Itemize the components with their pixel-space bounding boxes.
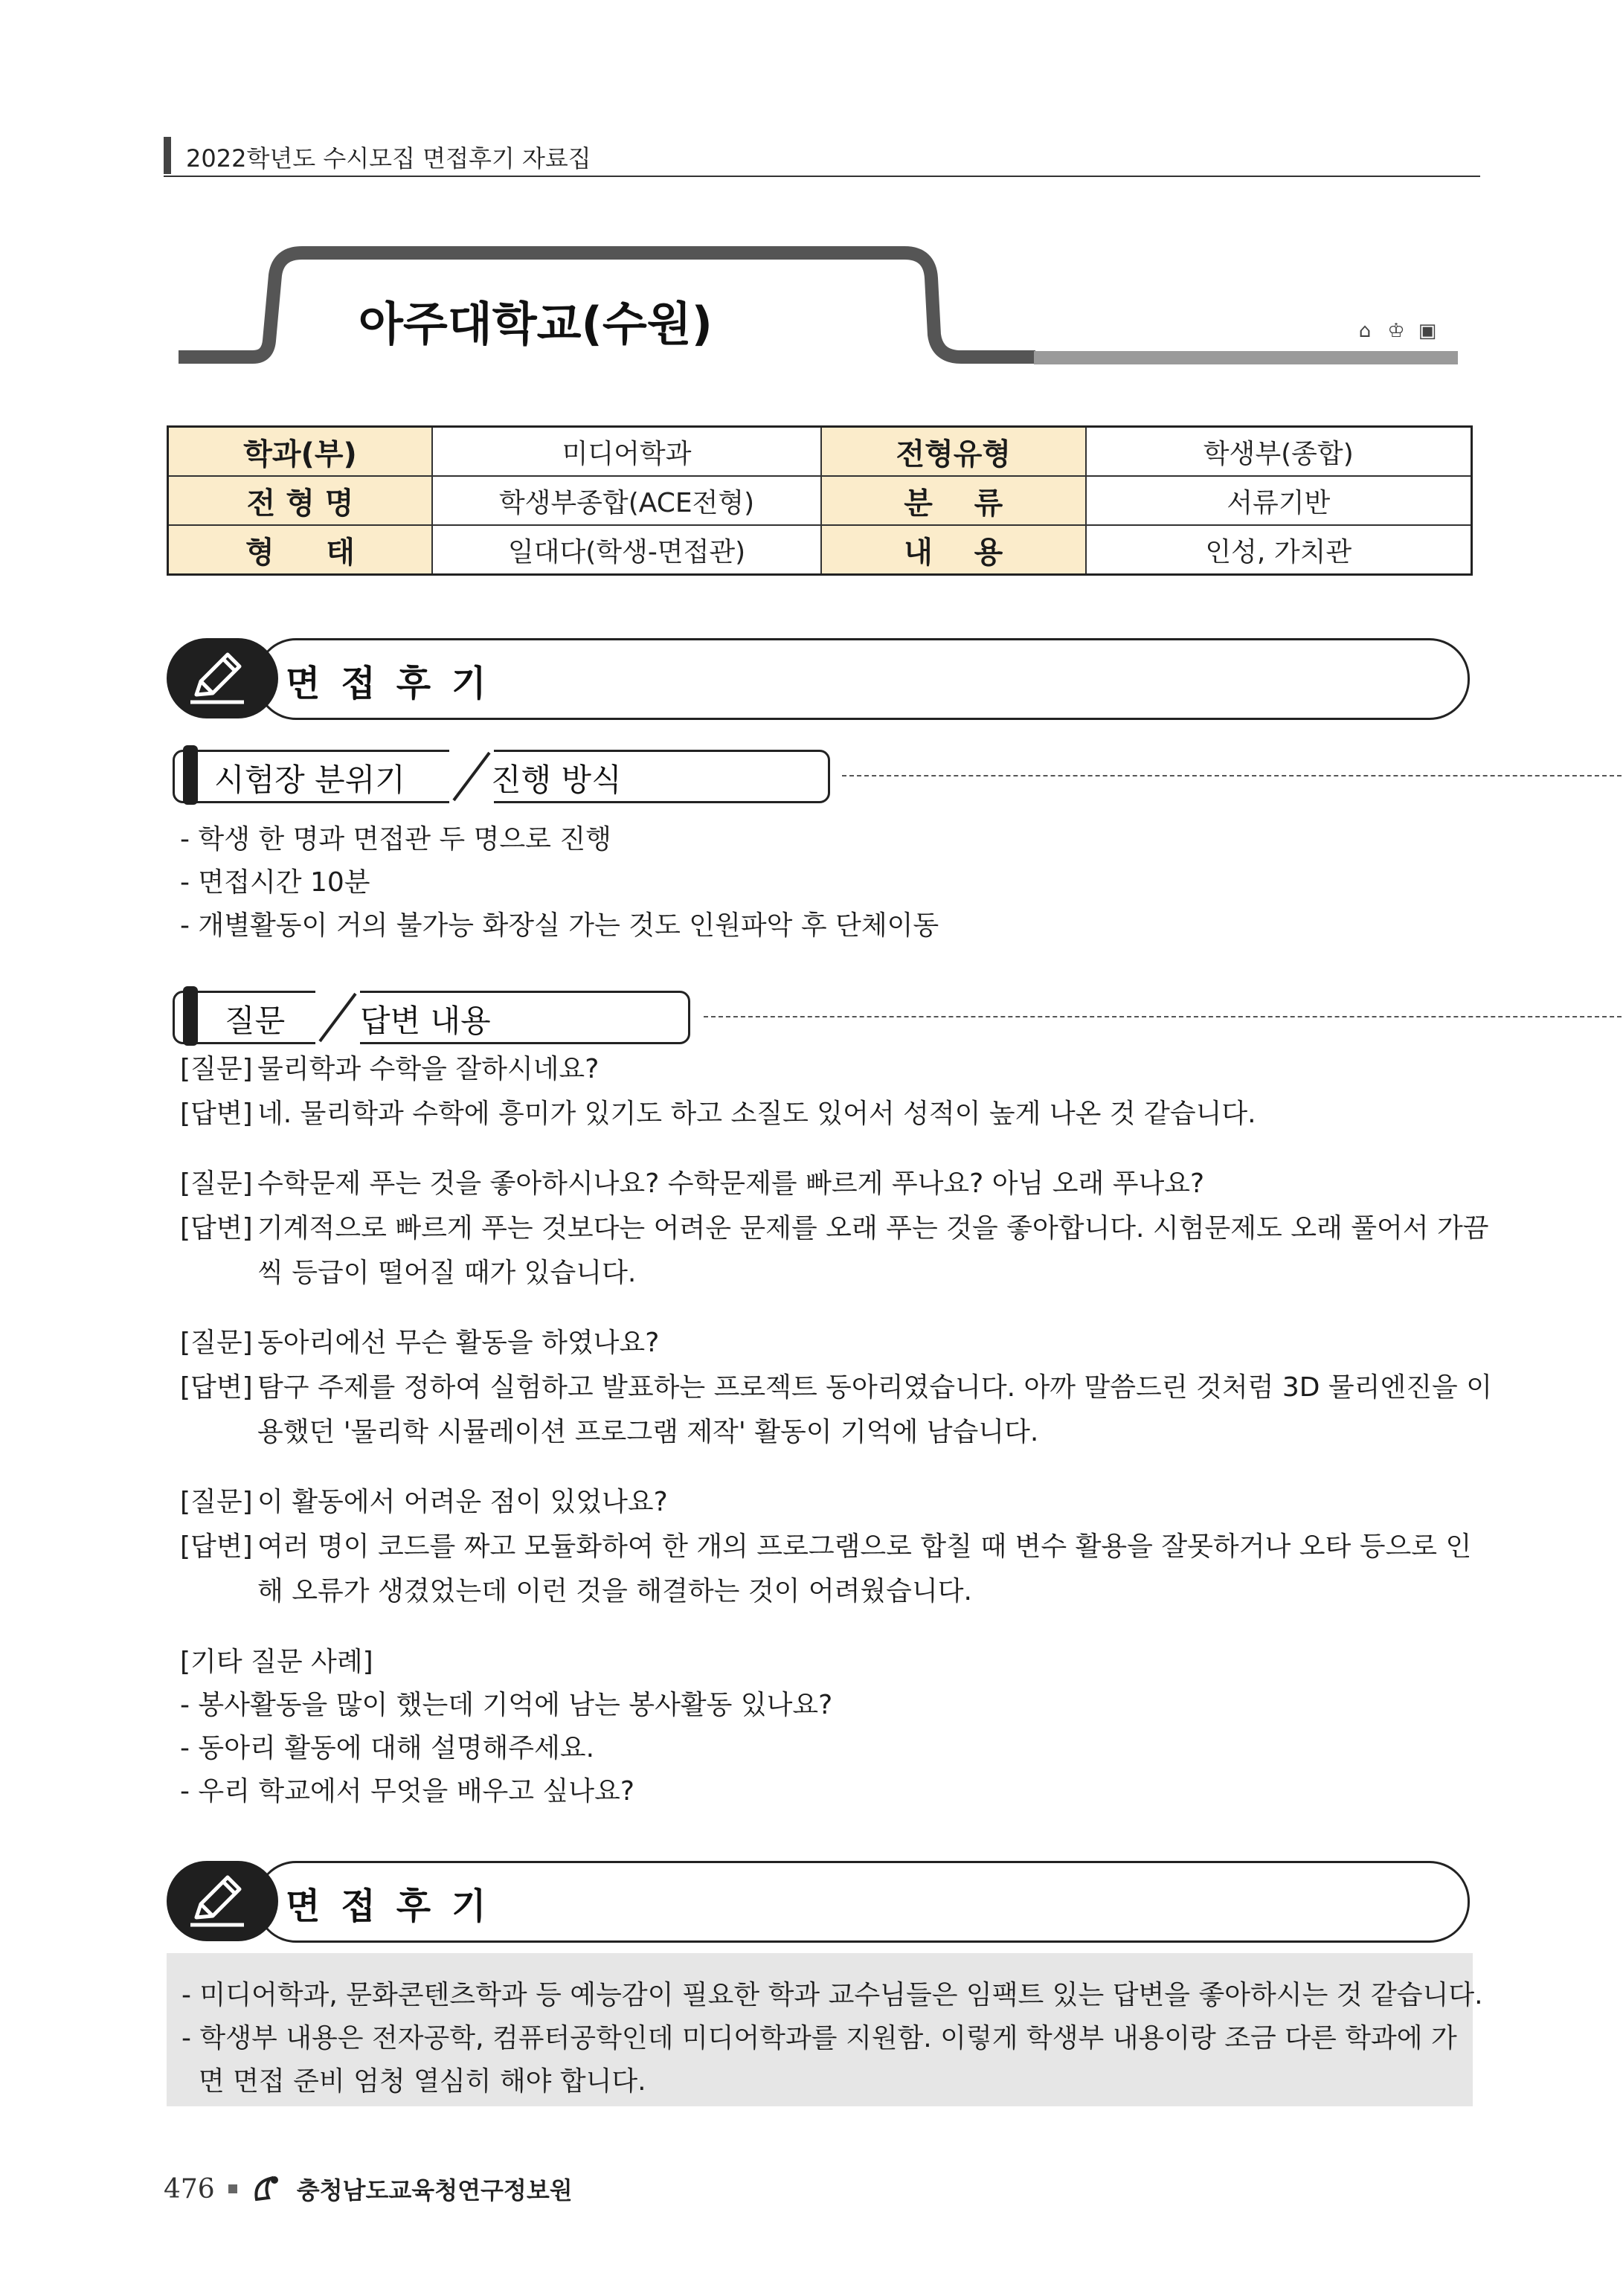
answer-text-continued: 용했던 '물리학 시뮬레이션 프로그램 제작' 활동이 기억에 남습니다. (257, 1417, 1039, 1447)
question-tag: [질문] (180, 1487, 253, 1517)
running-title: 2022학년도 수시모집 면접후기 자료집 (186, 144, 591, 173)
question-tag: [질문] (180, 1168, 253, 1199)
answer-tag: [답변] (180, 1213, 253, 1244)
pencil-icon (186, 1871, 248, 1931)
document-icon: ▣ (1418, 320, 1437, 342)
table-value: 학생부(종합) (1086, 427, 1472, 477)
tab-grip (183, 986, 198, 1046)
school-icon: ⌂ (1358, 320, 1372, 342)
subsection-title: 질문 (225, 1003, 286, 1039)
tab-slash (315, 989, 360, 1046)
page-title: 아주대학교(수원) (359, 297, 713, 351)
list-item: - 우리 학교에서 무엇을 배우고 싶나요? (180, 1776, 634, 1807)
dashed-rule (704, 1016, 1622, 1017)
answer-text: 탐구 주제를 정하여 실험하고 발표하는 프로젝트 동아리였습니다. 아까 말씀드린 것처럼 3D 물리엔진을 이 (257, 1372, 1492, 1403)
review-line: - 학생부 내용은 전자공학, 컴퓨터공학인데 미디어학과를 지원함. 이렇게 학생부 내용이랑 조금 다른 학과에 가 (181, 2023, 1457, 2054)
graduation-cap-icon: ♔ (1387, 320, 1405, 342)
table-value: 인성, 가치관 (1086, 525, 1472, 575)
answer-tag: [답변] (180, 1099, 253, 1129)
list-item: - 학생 한 명과 면접관 두 명으로 진행 (180, 824, 611, 855)
page-number: 476 (164, 2173, 215, 2205)
question-text: 이 활동에서 어려운 점이 있었나요? (257, 1487, 668, 1517)
table-label: 전형유형 (821, 427, 1086, 477)
review-line: 면 면접 준비 엄청 열심히 해야 합니다. (181, 2066, 646, 2097)
table-row (168, 476, 1472, 525)
answer-tag: [답변] (180, 1372, 253, 1403)
qa-block (180, 1162, 1489, 1296)
other-questions-title: [기타 질문 사례] (180, 1647, 373, 1677)
answer-text: 여러 명이 코드를 짜고 모듈화하여 한 개의 프로그램으로 합칠 때 변수 활용을 잘못하거나 오타 등으로 인 (257, 1531, 1472, 1562)
table-row (168, 525, 1472, 575)
running-header (164, 134, 1480, 177)
review-line: - 미디어학과, 문화콘텐츠학과 등 예능감이 필요한 학과 교수님들은 임팩트 있는 답변을 좋아하시는 것 같습니다. (181, 1980, 1483, 2010)
question-text: 동아리에선 무슨 활동을 하였나요? (257, 1328, 660, 1358)
organization-name: 충청남도교육청연구정보원 (296, 2176, 573, 2205)
dashed-rule (842, 775, 1622, 776)
subsection-title: 시험장 분위기 (214, 762, 405, 798)
table-value: 미디어학과 (432, 427, 821, 477)
table-label: 형 태 (168, 525, 433, 575)
list-item: - 면접시간 10분 (180, 867, 370, 898)
answer-text: 네. 물리학과 수학에 흥미가 있기도 하고 소질도 있어서 성적이 높게 나온 것 같습니다. (257, 1099, 1256, 1129)
section-banner (167, 638, 1468, 718)
banner-circle (167, 638, 278, 718)
table-value: 서류기반 (1086, 476, 1472, 525)
footer-separator (228, 2184, 237, 2193)
table-label: 내 용 (821, 525, 1086, 575)
section-banner (167, 1861, 1468, 1941)
banner-label: 면접후기 (286, 663, 507, 704)
org-logo-icon (251, 2173, 283, 2205)
question-text: 물리학과 수학을 잘하시네요? (257, 1054, 600, 1084)
page-footer (164, 2172, 573, 2206)
qa-block (180, 1047, 1256, 1136)
table-label: 전 형 명 (168, 476, 433, 525)
title-icons (1354, 320, 1439, 342)
table-value: 학생부종합(ACE전형) (432, 476, 821, 525)
review-box (167, 1953, 1483, 2106)
list-item: - 동아리 활동에 대해 설명해주세요. (180, 1733, 595, 1763)
title-underline (1034, 351, 1458, 364)
table-label: 분 류 (821, 476, 1086, 525)
subsection-title: 답변 내용 (360, 1003, 491, 1039)
table-label: 학과(부) (168, 427, 433, 477)
banner-label: 면접후기 (286, 1885, 507, 1927)
table-row (168, 427, 1472, 477)
info-table (167, 425, 1473, 576)
header-bar (164, 137, 171, 174)
qa-block (180, 1321, 1492, 1455)
answer-text-continued: 씩 등급이 떨어질 때가 있습니다. (257, 1258, 637, 1288)
subsection-title: 진행 방식 (491, 762, 622, 798)
tab-grip (183, 745, 198, 805)
question-text: 수학문제 푸는 것을 좋아하시나요? 수학문제를 빠르게 푸나요? 아님 오래 푸나요? (257, 1168, 1205, 1199)
answer-tag: [답변] (180, 1531, 253, 1562)
question-tag: [질문] (180, 1328, 253, 1358)
banner-circle (167, 1861, 278, 1941)
subsection-header (173, 986, 1473, 1046)
tab-slash (449, 748, 494, 805)
list-item: - 봉사활동을 많이 했는데 기억에 남는 봉사활동 있나요? (180, 1690, 833, 1720)
qa-block (180, 1480, 1471, 1614)
list-item: - 개별활동이 거의 불가능 화장실 가는 것도 인원파악 후 단체이동 (180, 910, 939, 941)
table-value: 일대다(학생-면접관) (432, 525, 821, 575)
subsection-header (173, 745, 1473, 805)
question-tag: [질문] (180, 1054, 253, 1084)
answer-text-continued: 해 오류가 생겼었는데 이런 것을 해결하는 것이 어려웠습니다. (257, 1576, 972, 1607)
answer-text: 기계적으로 빠르게 푸는 것보다는 어려운 문제를 오래 푸는 것을 좋아합니다. 시험문제도 오래 풀어서 가끔 (257, 1213, 1489, 1244)
pencil-icon (186, 649, 248, 708)
